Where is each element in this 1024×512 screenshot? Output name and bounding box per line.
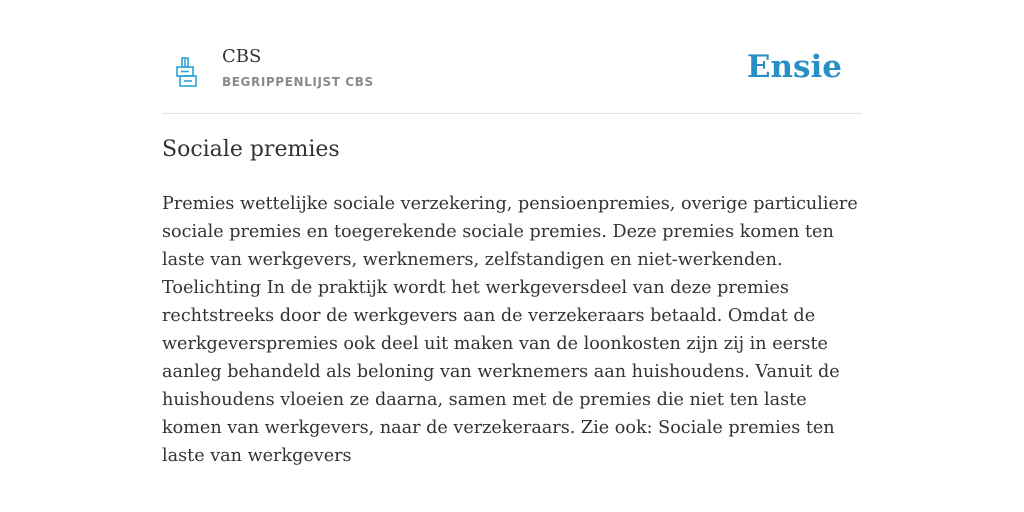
source-name[interactable]: CBS — [222, 46, 262, 67]
entry-card — [162, 0, 862, 466]
term-title: Sociale premies — [162, 137, 340, 162]
entry-header — [162, 0, 862, 114]
source-subtitle[interactable]: BEGRIPPENLIJST CBS — [222, 75, 374, 89]
cbs-logo-icon[interactable] — [176, 57, 198, 87]
brand-logo[interactable]: Ensie — [746, 49, 842, 85]
term-definition: Premies wettelijke sociale verzekering, pensioenpremies, overige particuliere sociale premies en toegerekende sociale premies. Deze premies komen ten laste van werkgevers, werknemers, zelfstandigen en niet-werkenden. Toelichting In de praktijk wordt het werkgeversdeel van deze premies rechtstreeks door de werkgevers aan de verzekeraars betaald. Omdat de werkgeverspremies ook deel uit maken van de loonkosten zijn zij in eerste aanleg behandeld als beloning van werknemers aan huishoudens. Vanuit de huishoudens vloeien ze daarna, samen met de premies die niet ten laste komen van werkgevers, naar de verzekeraars. Zie ook: Sociale premies ten laste van werkgevers — [162, 194, 858, 466]
